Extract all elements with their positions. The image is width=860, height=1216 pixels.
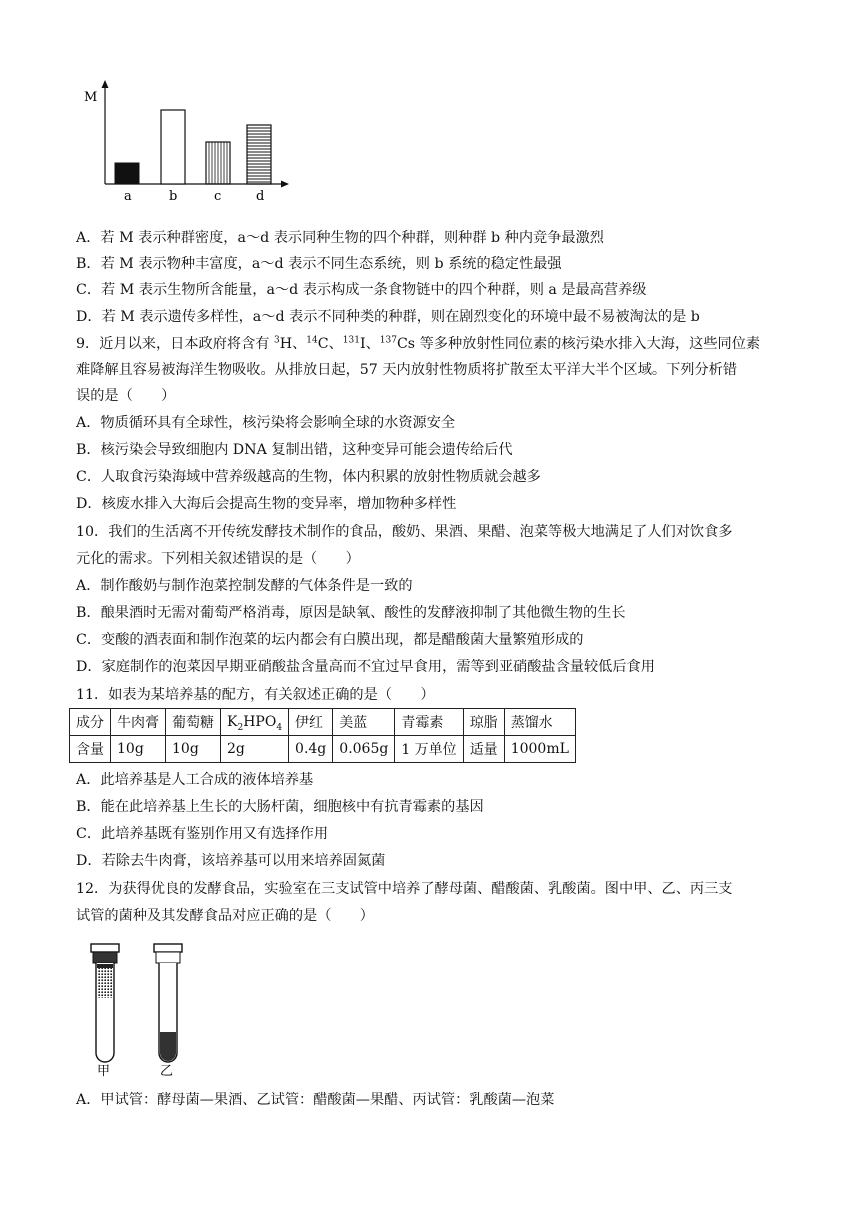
q9-option-c: C．人取食污染海域中营养级越高的生物，体内积累的放射性物质就会越多 (76, 469, 541, 485)
q8-option-d: D．若 M 表示遗传多样性，a～d 表示不同种类的种群，则在剧烈变化的环境中最不易被淘汰的是 b (76, 309, 700, 325)
q10-option-d: D．家庭制作的泡菜因早期亚硝酸盐含量高而不宜过早食用，需等到亚硝酸盐含量较低后食用 (76, 659, 655, 675)
x-axis-arrow (281, 181, 289, 188)
isotope-mass: 131 (342, 335, 360, 346)
table-row (70, 709, 576, 736)
q10-option-a: A．制作酸奶与制作泡菜控制发酵的气体条件是一致的 (76, 578, 413, 594)
category-d: d (256, 189, 265, 204)
q9-stem-line-3: 误的是（ ） (76, 388, 176, 404)
table-cell: 适量 (463, 736, 504, 763)
bar-chart-figure (76, 76, 306, 206)
isotope-symbol: Cs 等多种放射性同位素的核污染水排入大海，这些同位素 (396, 336, 761, 352)
q11-option-c: C．此培养基既有鉴别作用又有选择作用 (76, 826, 329, 842)
q10-stem-line-1: 10．我们的生活离不开传统发酵技术制作的食品，酸奶、果酒、果醋、泡菜等极大地满足了人们对饮食多 (76, 524, 733, 540)
q8-option-a: A．若 M 表示种群密度，a～d 表示同种生物的四个种群，则种群 b 种内竞争最激烈 (76, 230, 604, 246)
table-cell: 0.4g (289, 736, 333, 763)
q12-option-a: A．甲试管：酵母菌—果酒、乙试管：醋酸菌—果醋、丙试管：乳酸菌—泡菜 (76, 1092, 555, 1108)
category-a: a (124, 189, 132, 204)
category-b: b (169, 189, 178, 204)
table-cell: 1 万单位 (395, 736, 463, 763)
table-cell (221, 709, 289, 736)
q12-stem-line-2: 试管的菌种及其发酵食品对应正确的是（ ） (76, 908, 374, 924)
isotope-mass: 3 (273, 335, 280, 346)
category-c: c (214, 189, 222, 204)
q9-option-b: B．核污染会导致细胞内 DNA 复制出错，这种变异可能会遗传给后代 (76, 442, 513, 458)
formula-subscript: 4 (276, 722, 283, 733)
q9-stem-line-1 (76, 334, 800, 354)
tube-label-jia: 甲 (97, 1064, 111, 1079)
formula-subscript: 2 (237, 722, 244, 733)
test-tube-figure (86, 940, 206, 1080)
q10-option-c: C．变酸的酒表面和制作泡菜的坛内都会有白膜出现，都是醋酸菌大量繁殖形成的 (76, 632, 584, 648)
bar-c (206, 142, 230, 184)
table-cell: 成分 (70, 709, 111, 736)
q11-option-d: D．若除去牛肉膏，该培养基可以用来培养固氮菌 (76, 853, 386, 869)
table-cell: 1000mL (504, 736, 575, 763)
isotope-symbol: I、 (359, 336, 380, 352)
q8-option-c: C．若 M 表示生物所含能量，a～d 表示构成一条食物链中的四个种群，则 a 是最高营养级 (76, 282, 647, 298)
y-axis-arrow (102, 80, 109, 88)
isotope-mass: 137 (379, 335, 397, 346)
table-cell: 2g (221, 736, 289, 763)
q12-stem-line-1: 12．为获得优良的发酵食品，实验室在三支试管中培养了酵母菌、醋酸菌、乳酸菌。图中甲、乙、丙三支 (76, 881, 733, 897)
q11-option-a: A．此培养基是人工合成的液体培养基 (76, 772, 314, 788)
q10-option-b: B．酿果酒时无需对葡萄严格消毒，原因是缺氧、酸性的发酵液抑制了其他微生物的生长 (76, 605, 626, 621)
q8-option-b: B．若 M 表示物种丰富度，a～d 表示不同生态系统，则 b 系统的稳定性最强 (76, 256, 562, 272)
bar-a (115, 163, 139, 184)
table-row (70, 736, 576, 763)
q9-option-a: A．物质循环具有全球性，核污染将会影响全球的水资源安全 (76, 415, 456, 431)
table-cell: 琼脂 (463, 709, 504, 736)
q10-stem-line-2: 元化的需求。下列相关叙述错误的是（ ） (76, 551, 360, 567)
table-cell: 牛肉膏 (111, 709, 166, 736)
isotope-mass: 14 (306, 335, 318, 346)
q9-stem-text: 9．近月以来，日本政府将含有 (76, 336, 274, 352)
table-cell: 0.065g (333, 736, 395, 763)
table-cell: 伊红 (289, 709, 333, 736)
test-tube-jia (91, 944, 119, 1062)
q9-stem-line-2: 难降解且容易被海洋生物吸收。从排放日起，57 天内放射性物质将扩散至太平洋大半个区域。下列分析错 (76, 362, 738, 378)
q9-option-d: D．核废水排入大海后会提高生物的变异率，增加物种多样性 (76, 496, 457, 512)
q11-option-b: B．能在此培养基上生长的大肠杆菌，细胞核中有抗青霉素的基因 (76, 799, 484, 815)
bar-b (161, 110, 185, 184)
table-cell: 蒸馏水 (504, 709, 575, 736)
isotope-symbol: H、 (279, 336, 307, 352)
formula-part: HPO (243, 714, 277, 730)
table-cell: 含量 (70, 736, 111, 763)
table-cell: 美蓝 (333, 709, 395, 736)
test-tube-yi (154, 944, 182, 1062)
culture-medium-table (69, 708, 576, 763)
table-cell: 10g (166, 736, 221, 763)
isotope-symbol: C、 (317, 336, 343, 352)
bar-d (247, 125, 271, 184)
table-cell: 10g (111, 736, 166, 763)
q11-stem: 11．如表为某培养基的配方，有关叙述正确的是（ ） (76, 687, 435, 703)
table-cell: 青霉素 (395, 709, 463, 736)
formula-part: K (227, 714, 238, 730)
tube-label-yi: 乙 (160, 1064, 174, 1079)
table-cell: 葡萄糖 (166, 709, 221, 736)
chart-y-label: M (84, 90, 98, 105)
